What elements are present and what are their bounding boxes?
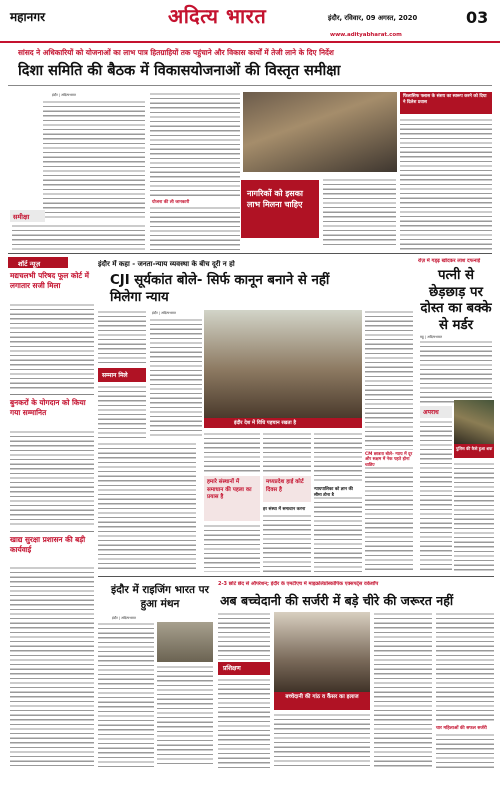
right-headline: पत्नी से छेड़छाड़ पर दोस्त का बक्के से मर्डर xyxy=(420,268,492,333)
left-story-rule-2 xyxy=(10,531,94,532)
lead-sidebar-tag-text: समीक्षा xyxy=(13,213,30,221)
mid-subhead3: न्यायपालिका को ज्ञान की xyxy=(314,487,353,492)
right-byline: महू | अदित्यभारत xyxy=(420,335,442,339)
lead-rule xyxy=(8,85,492,86)
bottom-right-photo xyxy=(274,612,370,692)
bottom-right-tag: प्रशिक्षण xyxy=(218,662,270,675)
lead-caption: योजना की ली जानकारी xyxy=(152,200,190,205)
left-story3-body xyxy=(10,566,94,766)
right-body-col3 xyxy=(454,462,494,572)
mid-subhead1: CM छात्रता बोले- न्याय में दूर और सक्षम में नेक पहते होना xyxy=(365,452,413,463)
left-story1-title: मद्यचलभी परिषद फूल कोर्ट में लगातार सजी मिला xyxy=(10,271,89,290)
mid-body-col5 xyxy=(263,432,311,472)
page-number: 03 xyxy=(466,8,489,27)
mid-subhead2: हर संस्था में समाधान करना xyxy=(263,507,306,512)
bottom-right-body-4b xyxy=(436,733,494,768)
mid-pull2: मध्यप्रदेश हाई कोर्ट दिवस है xyxy=(263,476,311,502)
lead-byline: इंदौर | अदित्यभारत xyxy=(52,93,76,97)
left-story2-title: बुनकरों के योगदान को किया गया सम्मानित xyxy=(10,398,86,417)
left-story-rule xyxy=(10,394,94,395)
lead-body-col1b xyxy=(12,224,145,250)
bottom-right-photo-caption: बच्चेदानी की गांठ व कैंसर का इलाज xyxy=(274,692,370,710)
bottom-right-body-2 xyxy=(274,713,370,768)
mid-kicker: इंदौर में कहा - जनता-न्याय व्यवस्था के बीच दूरी न हो xyxy=(98,260,235,268)
mid-body-col6 xyxy=(314,432,362,484)
logo xyxy=(168,2,318,32)
lead-body-col2 xyxy=(150,92,240,197)
mid-body-col1 xyxy=(98,310,146,365)
lead-photo xyxy=(243,92,397,172)
mid-body-col7 xyxy=(365,310,413,450)
lead-body-col2b xyxy=(150,206,240,250)
website-link[interactable]: www.adityabharat.com xyxy=(330,32,402,38)
mid-body-col7b xyxy=(365,466,413,572)
mid-body-col1b xyxy=(98,385,146,440)
lead-right-box-title: फिलासिफ फ्लास के संशय का स्वरूप करने को दिया ने दिलेश प्रवास xyxy=(400,92,492,114)
bottom-left-headline: इंदौर में राइजिंग भारत पर हुआ मंथन xyxy=(111,584,209,610)
lead-photo-callout-text: नागरिकों को इसका लाभ मिलना चाहिए xyxy=(247,189,303,209)
right-photo-caption: पुलिस की कैसे हुआ शक xyxy=(454,444,494,458)
short-news-tag: शॉर्ट न्यूज़ xyxy=(8,257,68,268)
bottom-left-body-1 xyxy=(98,622,154,767)
mid-pull1: हमारे संस्थानों में समाधान की पहला का प्रयास है xyxy=(204,476,260,521)
bottom-right-body-3 xyxy=(374,612,432,768)
mid-headline: CJI सूर्यकांत बोले- सिर्फ कानून बनाने से नहीं मिलेगा न्याय xyxy=(110,273,330,305)
mid-tag: सम्मान मिले xyxy=(98,368,146,382)
bottom-left-byline: इंदौर | अदित्यभारत xyxy=(112,616,136,620)
lead-photo-callout xyxy=(240,179,320,239)
bottom-right-headline: अब बच्चेदानी की सर्जरी में बड़े चीरे की जरूरत नहीं xyxy=(220,593,454,608)
bottom-right-body-4 xyxy=(436,612,494,722)
mid-body-col3 xyxy=(98,442,196,572)
mid-body-col4b xyxy=(204,524,260,572)
mid-photo xyxy=(204,310,362,418)
bottom-left-body-2 xyxy=(157,665,213,767)
left-story1-body xyxy=(10,303,94,391)
right-tag: अपराध xyxy=(420,406,452,418)
lead-photo-caption xyxy=(323,178,396,248)
bottom-right-body-1 xyxy=(218,612,270,660)
lead-body-col1 xyxy=(43,100,145,220)
bottom-right-subhead: चार महिलाओं की सफल सर्जरी xyxy=(436,726,487,731)
logo-text: अदित्य भारत xyxy=(168,4,267,28)
lead-kicker: सांसद ने अधिकारियों को योजनाओं का लाभ पात्र हितग्राहियों तक पहुंचाने और विकास कार्यों में तेजी लाने के दिए निर्देश xyxy=(18,48,334,57)
masthead-rule xyxy=(0,41,500,43)
section-label: महानगर xyxy=(10,10,45,24)
mid-body-col4 xyxy=(204,432,260,472)
bottom-right-kicker: 2-3 छोटे छेद से ऑपरेशन; इंदौर के एमटीएच में माइक्रोलेप्रोस्कोपिक एक्सपर्ट्स वर्कशॉप xyxy=(218,581,379,587)
lead-sidebar-tag xyxy=(10,210,45,222)
lead-headline: दिशा समिति की बैठक में विकासयोजनाओं की विस्तृत समीक्षा xyxy=(18,63,341,79)
mid-body-col5b xyxy=(263,514,311,572)
mid-byline: इंदौर | अदित्यभारत xyxy=(152,311,176,315)
bottom-left-photo xyxy=(157,622,213,662)
right-body-col1 xyxy=(420,340,492,405)
mid-body-col6b xyxy=(314,496,362,572)
lead-right-box-body xyxy=(400,118,492,250)
left-story2-body xyxy=(10,430,94,528)
right-body-col2 xyxy=(420,420,452,572)
right-photo xyxy=(454,400,494,444)
issue-date: इंदौर, रविवार, 09 अगस्त, 2020 xyxy=(328,14,418,22)
section-rule-2 xyxy=(98,576,494,577)
mid-body-col2 xyxy=(150,318,202,438)
right-kicker: रोज़ में गड्ढ़ खोदकर लाश दफनाई xyxy=(418,258,481,264)
mid-photo-caption: इंदौर देश में विधि पहचान रखता है xyxy=(204,418,362,428)
bottom-right-body-1b xyxy=(218,678,270,768)
section-rule-1 xyxy=(8,253,492,254)
masthead xyxy=(0,0,500,44)
left-story3-title: खाद्य सुरक्षा प्रशासन की बड़ी कार्यवाई xyxy=(10,535,86,554)
